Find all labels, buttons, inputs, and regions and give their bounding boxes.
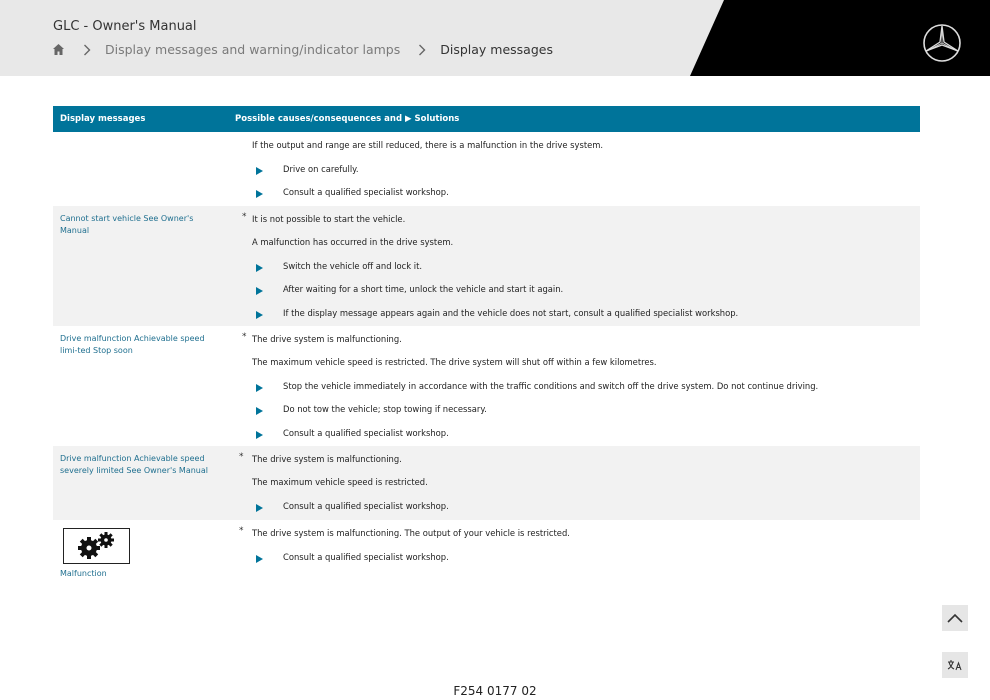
bullet-marker: *: [239, 526, 244, 536]
column-header-display-messages: Display messages: [60, 114, 146, 124]
row-text: The maximum vehicle speed is restricted.: [252, 477, 428, 487]
row-action: Consult a qualified specialist workshop.: [283, 187, 449, 197]
row-text: It is not possible to start the vehicle.: [252, 214, 406, 224]
home-icon[interactable]: [52, 43, 65, 56]
action-arrow-icon: [256, 431, 263, 439]
action-arrow-icon: [256, 311, 263, 319]
row-text: The drive system is malfunctioning. The output of your vehicle is restricted.: [252, 528, 570, 538]
row-action: Stop the vehicle immediately in accordance with the traffic conditions and switch off the drive system. Do not continue driving.: [283, 381, 819, 391]
breadcrumb-item-display-messages[interactable]: Display messages: [440, 42, 553, 57]
scroll-to-top-button[interactable]: [942, 605, 968, 631]
display-message-label[interactable]: Drive malfunction Achievable speed limi-ted Stop soon: [60, 334, 205, 355]
breadcrumb: [52, 42, 553, 57]
action-arrow-icon: [256, 264, 263, 272]
language-icon: [947, 659, 963, 671]
breadcrumb-item-display-messages-and-lamps[interactable]: Display messages and warning/indicator lamps: [105, 42, 401, 57]
row-text: The drive system is malfunctioning.: [252, 454, 402, 464]
action-arrow-icon: [256, 555, 263, 563]
header: [0, 0, 990, 76]
language-button[interactable]: [942, 652, 968, 678]
action-arrow-icon: [256, 384, 263, 392]
chevron-right-icon: [80, 43, 94, 57]
display-message-label[interactable]: Drive malfunction Achievable speed severely limited See Owner's Manual: [60, 454, 208, 475]
row-action: Consult a qualified specialist workshop.: [283, 552, 449, 562]
action-arrow-icon: [256, 190, 263, 198]
display-message-label[interactable]: Malfunction: [60, 569, 107, 578]
table-row: [53, 446, 920, 520]
table-header: [53, 106, 920, 132]
row-action: Do not tow the vehicle; stop towing if necessary.: [283, 404, 487, 414]
row-action: Consult a qualified specialist workshop.: [283, 501, 449, 511]
display-message-label[interactable]: Cannot start vehicle See Owner's Manual: [60, 214, 194, 235]
row-action: After waiting for a short time, unlock the vehicle and start it again.: [283, 284, 564, 294]
row-text: The drive system is malfunctioning.: [252, 334, 402, 344]
malfunction-indicator-box: [63, 528, 130, 564]
table-row: [53, 326, 920, 446]
bullet-marker: *: [242, 212, 247, 222]
action-arrow-icon: [256, 167, 263, 175]
row-text: A malfunction has occurred in the drive system.: [252, 237, 454, 247]
display-messages-table: [53, 106, 920, 590]
table-row: [53, 520, 920, 590]
row-action: Consult a qualified specialist workshop.: [283, 428, 449, 438]
mercedes-star-logo[interactable]: [922, 23, 962, 63]
row-action: Drive on carefully.: [283, 164, 359, 174]
gears-malfunction-icon: [64, 529, 128, 562]
chevron-right-icon: [415, 43, 429, 57]
row-action: If the display message appears again and the vehicle does not start, consult a qualified specialist workshop.: [283, 308, 739, 318]
action-arrow-icon: [256, 287, 263, 295]
chevron-up-icon: [947, 613, 963, 623]
action-arrow-icon: [256, 407, 263, 415]
column-header-causes-solutions: Possible causes/consequences and ▶ Solutions: [235, 114, 460, 124]
action-arrow-icon: [256, 504, 263, 512]
row-action: Switch the vehicle off and lock it.: [283, 261, 423, 271]
row-text: If the output and range are still reduced, there is a malfunction in the drive system.: [252, 140, 604, 150]
table-row: [53, 132, 920, 206]
manual-title: GLC - Owner's Manual: [53, 19, 197, 34]
document-code: F254 0177 02: [453, 684, 537, 698]
table-row: [53, 206, 920, 326]
row-text: The maximum vehicle speed is restricted. The drive system will shut off within a few kilometres.: [252, 357, 657, 367]
bullet-marker: *: [242, 332, 247, 342]
bullet-marker: *: [239, 452, 244, 462]
